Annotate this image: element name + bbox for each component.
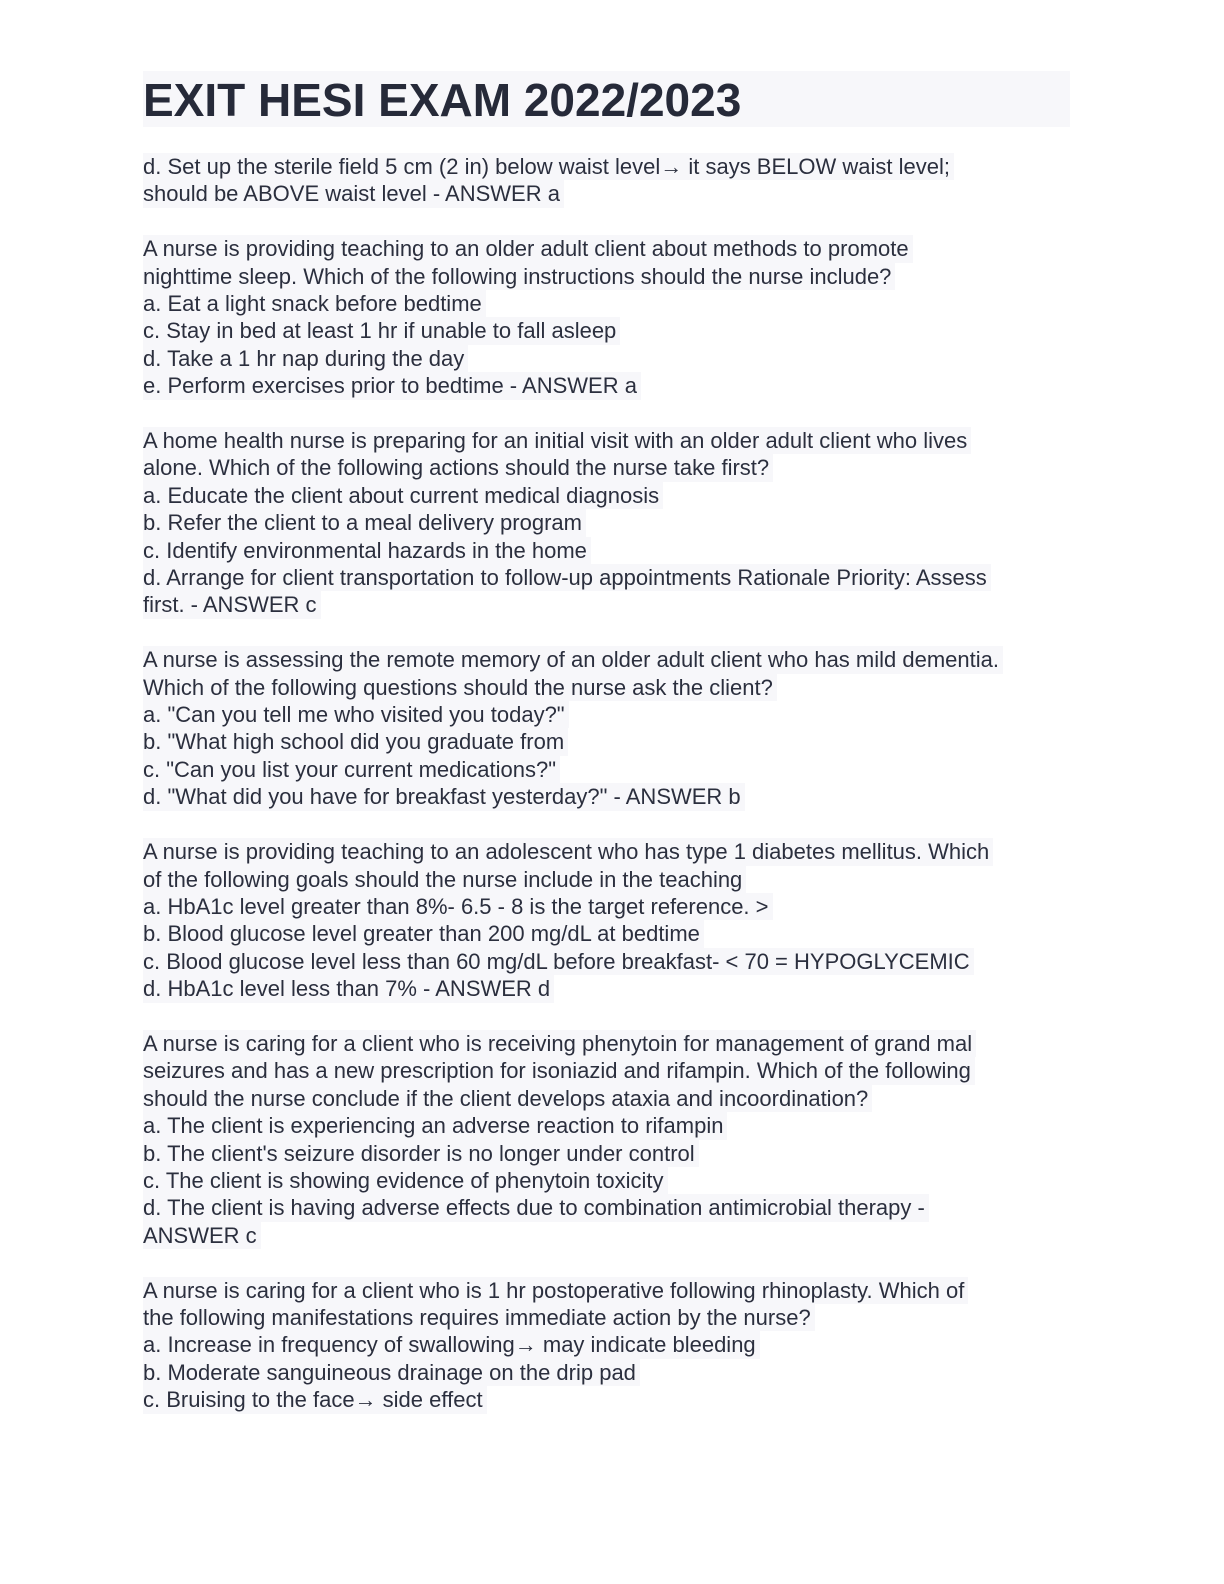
answer-option: a. Educate the client about current medical diagnosis [143,482,663,509]
answer-option: d. Take a 1 hr nap during the day [143,345,468,372]
answer-option: c. Stay in bed at least 1 hr if unable to fall asleep [143,317,620,344]
question-text: A nurse is providing teaching to an adolescent who has type 1 diabetes mellitus. Which [143,838,993,865]
answer-option: c. Identify environmental hazards in the home [143,537,591,564]
question-text: should the nurse conclude if the client develops ataxia and incoordination? [143,1085,872,1112]
question-text: the following manifestations requires immediate action by the nurse? [143,1304,815,1331]
answer-option: a. The client is experiencing an adverse reaction to rifampin [143,1112,727,1139]
question-block [143,646,1073,810]
document-body [143,153,1073,1414]
question-text: seizures and has a new prescription for isoniazid and rifampin. Which of the following [143,1057,975,1084]
answer-option: d. The client is having adverse effects due to combination antimicrobial therapy - [143,1194,929,1221]
question-text: A nurse is assessing the remote memory of an older adult client who has mild dementia. [143,646,1003,673]
paragraph-gap [143,1003,1073,1030]
paragraph-gap [143,619,1073,646]
paragraph-gap [143,811,1073,838]
answer-option: b. Moderate sanguineous drainage on the drip pad [143,1359,640,1386]
answer-option: a. HbA1c level greater than 8%- 6.5 - 8 is the target reference. > [143,893,773,920]
question-text: of the following goals should the nurse include in the teaching [143,866,746,893]
answer-option: c. "Can you list your current medications?" [143,756,560,783]
question-block [143,153,1073,208]
answer-option: ANSWER c [143,1222,261,1249]
question-block [143,1030,1073,1249]
answer-option: first. - ANSWER c [143,591,321,618]
paragraph-gap [143,1249,1073,1276]
question-text: A nurse is caring for a client who is receiving phenytoin for management of grand mal [143,1030,976,1057]
question-text: nighttime sleep. Which of the following instructions should the nurse include? [143,263,895,290]
paragraph-gap [143,208,1073,235]
question-text: A home health nurse is preparing for an initial visit with an older adult client who lives [143,427,971,454]
answer-option: a. "Can you tell me who visited you today?" [143,701,569,728]
question-block [143,1277,1073,1414]
text-line: should be ABOVE waist level - ANSWER a [143,180,564,207]
question-text: alone. Which of the following actions should the nurse take first? [143,454,773,481]
question-text: A nurse is caring for a client who is 1 hr postoperative following rhinoplasty. Which of [143,1277,968,1304]
answer-option: d. Arrange for client transportation to follow-up appointments Rationale Priority: Assess [143,564,991,591]
question-block [143,235,1073,399]
document-title: EXIT HESI EXAM 2022/2023 [143,74,742,126]
answer-option: c. The client is showing evidence of phenytoin toxicity [143,1167,668,1194]
question-text: A nurse is providing teaching to an older adult client about methods to promote [143,235,913,262]
answer-option: a. Increase in frequency of swallowing→ may indicate bleeding [143,1331,760,1358]
answer-option: b. Blood glucose level greater than 200 mg/dL at bedtime [143,920,704,947]
answer-option: b. "What high school did you graduate from [143,728,568,755]
question-text: Which of the following questions should the nurse ask the client? [143,674,777,701]
answer-option: d. "What did you have for breakfast yesterday?" - ANSWER b [143,783,745,810]
paragraph-gap [143,400,1073,427]
answer-option: c. Blood glucose level less than 60 mg/dL before breakfast- < 70 = HYPOGLYCEMIC [143,948,974,975]
answer-option: b. Refer the client to a meal delivery program [143,509,586,536]
answer-option: d. HbA1c level less than 7% - ANSWER d [143,975,554,1002]
answer-option: c. Bruising to the face→ side effect [143,1386,487,1413]
question-block [143,427,1073,619]
answer-option: b. The client's seizure disorder is no longer under control [143,1140,699,1167]
answer-option: e. Perform exercises prior to bedtime - ANSWER a [143,372,641,399]
answer-option: a. Eat a light snack before bedtime [143,290,486,317]
question-block [143,838,1073,1002]
text-line: d. Set up the sterile field 5 cm (2 in) below waist level→ it says BELOW waist level; [143,153,954,180]
